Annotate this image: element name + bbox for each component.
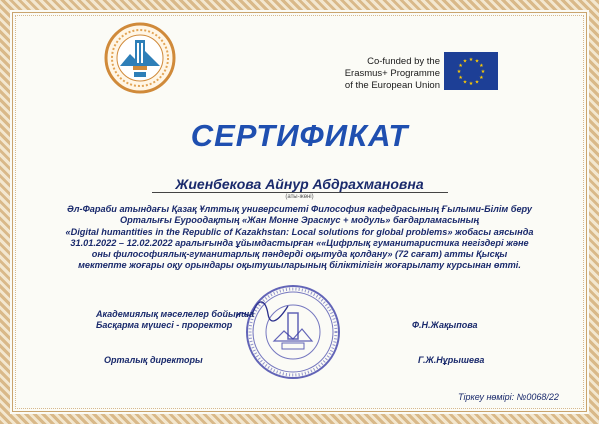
signatory-title-left: [96, 309, 254, 331]
body-line: «Digital humantities in the Republic of Kazakhstan: Local solutions for global problems» жобасы аясында: [65, 226, 534, 237]
body-line: мектепте жоғары оқу орындары оқытушыларының біліктілігін жоғарылату курсынан өтті.: [78, 260, 521, 271]
name-hint: (аты-жөні): [285, 194, 314, 200]
recipient-name: Жиенбекова Айнур Абдрахмановна: [175, 176, 424, 192]
svg-text:★: ★: [462, 79, 468, 86]
erasmus-cofunding-text: [330, 56, 440, 92]
signatory-title-director: Орталық директоры: [104, 355, 203, 365]
svg-text:★: ★: [458, 75, 463, 81]
eu-line-2: Erasmus+ Programme: [344, 68, 440, 79]
signatory-title-line-2: Басқарма мүшесі - проректор: [96, 320, 233, 330]
registration-number: Тіркеу нөмірі: №0068/22: [458, 392, 559, 402]
svg-text:★: ★: [462, 58, 468, 65]
name-underline: [152, 192, 448, 193]
body-line: Әл-Фараби атындағы Қазақ Ұлттық университеті Философия кафедрасының Ғылыми-Білім беру: [66, 204, 533, 214]
svg-text:★: ★: [456, 69, 462, 75]
signatory-title-line-1: Академиялық мәселелер бойынша: [96, 309, 255, 319]
svg-text:★: ★: [458, 63, 463, 69]
body-line: 31.01.2022 – 12.02.2022 аралығында ұйымдастырған ««Цифрлық гуманитаристика негіздері және: [70, 237, 529, 248]
eu-line-1: Co-funded by the: [367, 56, 440, 67]
certificate-title: СЕРТИФИКАТ: [190, 118, 409, 153]
svg-text:★: ★: [479, 75, 484, 81]
svg-text:★: ★: [474, 79, 480, 86]
university-logo-icon: [104, 22, 176, 94]
svg-text:★: ★: [468, 81, 474, 87]
body-line: оны философиялық-гуманитарлық пәндерді оқытуда қолдану» (72 сағат) атты Қысқы: [91, 249, 508, 260]
signatory-name-1: Ф.Н.Жақыпова: [412, 320, 478, 330]
body-line: Орталығы Еуроодақтың «Жан Монне Эрасмус + модуль» бағдарламасының: [119, 215, 479, 226]
eu-line-3: of the European Union: [344, 80, 440, 91]
svg-text:★: ★: [474, 58, 480, 65]
svg-text:★: ★: [480, 69, 486, 75]
svg-text:★: ★: [479, 63, 484, 69]
signatory-name-2: Г.Ж.Нұрышева: [418, 355, 485, 365]
eu-flag-icon: [444, 52, 498, 90]
certificate-body: [48, 204, 551, 272]
svg-text:★: ★: [468, 57, 474, 63]
